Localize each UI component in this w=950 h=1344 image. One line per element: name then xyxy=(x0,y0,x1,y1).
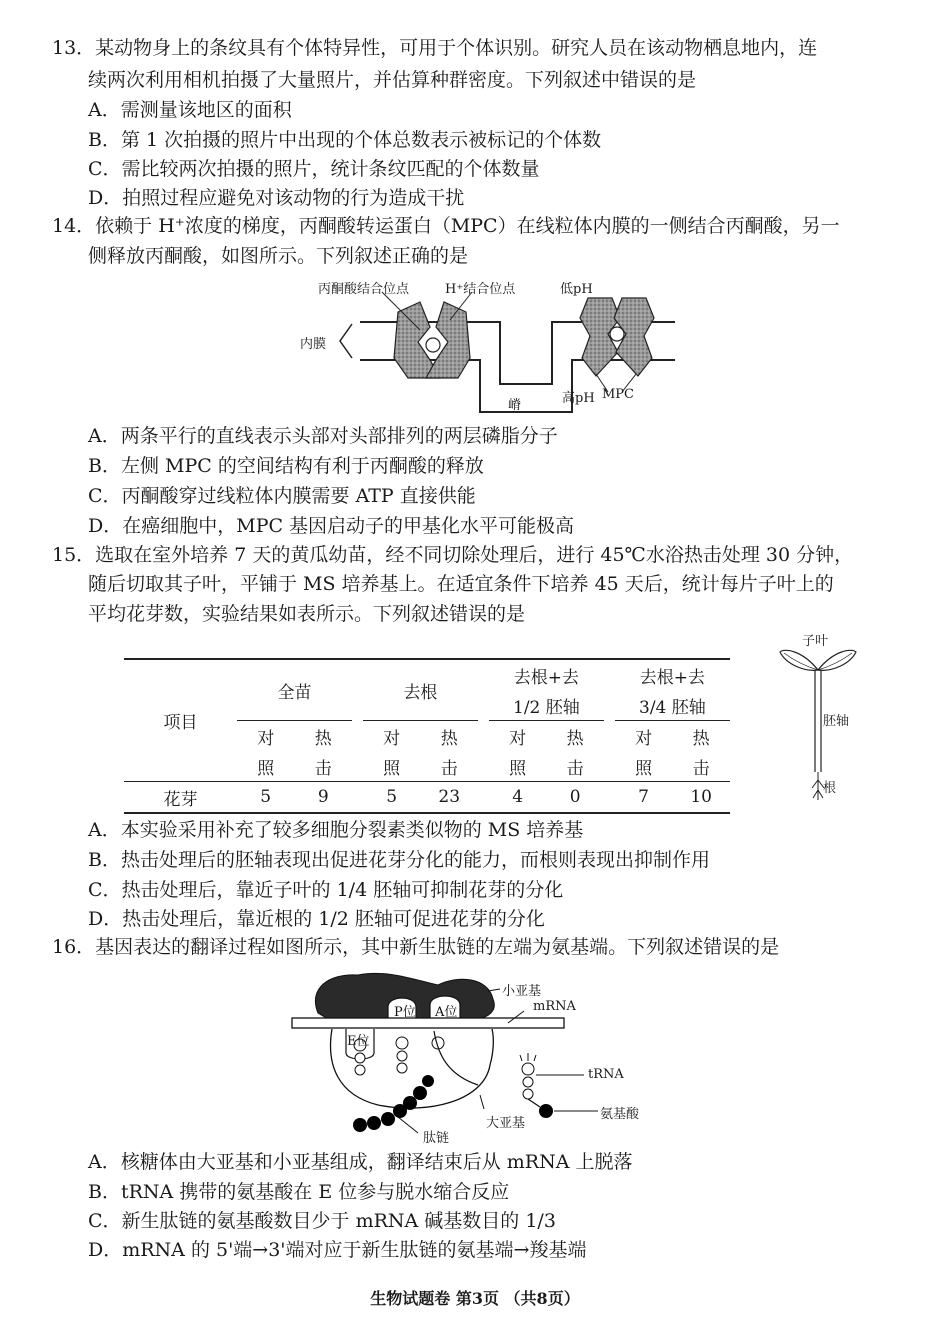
value-cell: 5 xyxy=(260,787,272,807)
q14-option-a: A．两条平行的直线表示头部对头部排列的两层磷脂分子 xyxy=(88,425,558,447)
q13-option-a: A．需测量该地区的面积 xyxy=(88,99,292,121)
label-small-subunit: 小亚基 xyxy=(502,984,542,999)
sub-heat-bottom: 击 xyxy=(566,758,584,779)
q13-stem-line2: 续两次利用相机拍摄了大量照片，并估算种群密度。下列叙述中错误的是 xyxy=(88,69,697,91)
label-mpc: MPC xyxy=(602,387,635,402)
label-high-ph: 高pH xyxy=(562,391,595,406)
label-e-site: E位 xyxy=(347,1034,370,1049)
value-cell: 7 xyxy=(638,787,649,807)
sub-heat-top: 热 xyxy=(692,728,710,749)
q14-option-b: B．左侧 MPC 的空间结构有利于丙酮酸的释放 xyxy=(88,455,484,477)
sub-control-top: 对 xyxy=(635,728,653,749)
label-peptide-chain: 肽链 xyxy=(423,1131,450,1146)
q15-stem-line3: 平均花芽数，实验结果如表所示。下列叙述错误的是 xyxy=(88,603,526,625)
page-footer: 生物试题卷 第3页 （共8页） xyxy=(370,1289,580,1308)
q13-option-d: D．拍照过程应避免对该动物的行为造成干扰 xyxy=(88,187,465,209)
group-three-quarter-hypocotyl-line2: 3/4 胚轴 xyxy=(615,690,730,721)
q16-stem-line1: 16．基因表达的翻译过程如图所示，其中新生肽链的左端为氨基端。下列叙述错误的是 xyxy=(52,936,780,958)
row-header: 项目 xyxy=(163,713,198,733)
q14-stem-line2: 侧释放丙酮酸，如图所示。下列叙述正确的是 xyxy=(88,245,469,267)
group-whole-seedling: 全苗 xyxy=(237,659,352,721)
sub-control-top: 对 xyxy=(509,728,527,749)
label-h-binding-site: H⁺结合位点 xyxy=(445,282,516,297)
sub-control-bottom: 照 xyxy=(509,758,527,779)
q15-option-c: C．热击处理后，靠近子叶的 1/4 胚轴可抑制花芽的分化 xyxy=(88,879,564,901)
sub-heat-top: 热 xyxy=(440,728,458,749)
value-cell: 10 xyxy=(690,787,712,807)
group-half-hypocotyl-line2: 1/2 胚轴 xyxy=(489,690,604,721)
label-large-subunit: 大亚基 xyxy=(486,1116,526,1131)
value-cell: 0 xyxy=(569,787,581,807)
value-cell: 4 xyxy=(512,787,524,807)
q13-option-b: B．第 1 次拍摄的照片中出现的个体总数表示被标记的个体数 xyxy=(88,129,602,151)
label-trna: tRNA xyxy=(588,1067,624,1082)
experiment-table xyxy=(124,658,730,814)
sub-control-top: 对 xyxy=(383,728,401,749)
seedling-figure xyxy=(774,640,864,810)
group-half-hypocotyl-line1: 去根+去 xyxy=(513,667,580,688)
label-a-site: A位 xyxy=(435,1005,458,1020)
sub-control-top: 对 xyxy=(257,728,275,749)
sub-heat-top: 热 xyxy=(566,728,584,749)
label-inner-membrane: 内膜 xyxy=(300,337,327,352)
q14-option-c: C．丙酮酸穿过线粒体内膜需要 ATP 直接供能 xyxy=(88,485,476,507)
q15-option-d: D．热击处理后，靠近根的 1/2 胚轴可促进花芽的分化 xyxy=(88,908,545,930)
label-pyruvate-binding-site: 丙酮酸结合位点 xyxy=(318,282,410,297)
label-root: 根 xyxy=(823,781,837,796)
label-amino-acid: 氨基酸 xyxy=(600,1107,640,1122)
group-three-quarter-hypocotyl-line1: 去根+去 xyxy=(639,667,706,688)
right-mpc-protein xyxy=(580,298,654,376)
sub-heat-bottom: 击 xyxy=(440,758,458,779)
label-cotyledon: 子叶 xyxy=(802,634,829,649)
sub-heat-bottom: 击 xyxy=(314,758,332,779)
sub-control-bottom: 照 xyxy=(635,758,653,779)
label-low-ph: 低pH xyxy=(560,282,593,297)
q15-option-b: B．热击处理后的胚轴表现出促进花芽分化的能力，而根则表现出抑制作用 xyxy=(88,849,710,871)
sub-heat-top: 热 xyxy=(314,728,332,749)
q16-option-b: B．tRNA 携带的氨基酸在 E 位参与脱水缩合反应 xyxy=(88,1181,510,1203)
label-p-site: P位 xyxy=(394,1005,416,1020)
left-mpc-protein xyxy=(394,302,470,378)
sub-heat-bottom: 击 xyxy=(692,758,710,779)
value-cell: 23 xyxy=(438,787,461,807)
group-root-removed: 去根 xyxy=(363,659,478,721)
q15-option-a: A．本实验采用补充了较多细胞分裂素类似物的 MS 培养基 xyxy=(88,819,584,841)
q14-stem-line1: 14．依赖于 H⁺浓度的梯度，丙酮酸转运蛋白（MPC）在线粒体内膜的一侧结合丙酮酸，另一 xyxy=(52,215,840,237)
label-crista: 嵴 xyxy=(508,398,522,413)
q13-stem-line1: 13．某动物身上的条纹具有个体特异性，可用于个体识别。研究人员在该动物栖息地内，连 xyxy=(52,37,818,59)
sub-control-bottom: 照 xyxy=(257,758,275,779)
sub-control-bottom: 照 xyxy=(383,758,401,779)
q16-option-c: C．新生肽链的氨基酸数目少于 mRNA 碱基数目的 1/3 xyxy=(88,1210,556,1232)
value-cell: 9 xyxy=(317,787,329,807)
q16-option-d: D．mRNA 的 5'端→3'端对应于新生肽链的氨基端→羧基端 xyxy=(88,1239,587,1261)
value-cell: 5 xyxy=(386,787,398,807)
label-mrna: mRNA xyxy=(533,999,576,1014)
q15-stem-line2: 随后切取其子叶，平铺于 MS 培养基上。在适宜条件下培养 45 天后，统计每片子叶上的 xyxy=(88,573,834,595)
q13-option-c: C．需比较两次拍摄的照片，统计条纹匹配的个体数量 xyxy=(88,158,540,180)
label-hypocotyl: 胚轴 xyxy=(823,714,850,729)
q14-option-d: D．在癌细胞中，MPC 基因启动子的甲基化水平可能极高 xyxy=(88,515,575,537)
data-row-label: 花芽 xyxy=(163,789,198,810)
q16-option-a: A．核糖体由大亚基和小亚基组成，翻译结束后从 mRNA 上脱落 xyxy=(88,1151,633,1173)
q15-stem-line1: 15．选取在室外培养 7 天的黄瓜幼苗，经不同切除处理后，进行 45℃水浴热击处理 30 分钟， xyxy=(52,544,854,566)
